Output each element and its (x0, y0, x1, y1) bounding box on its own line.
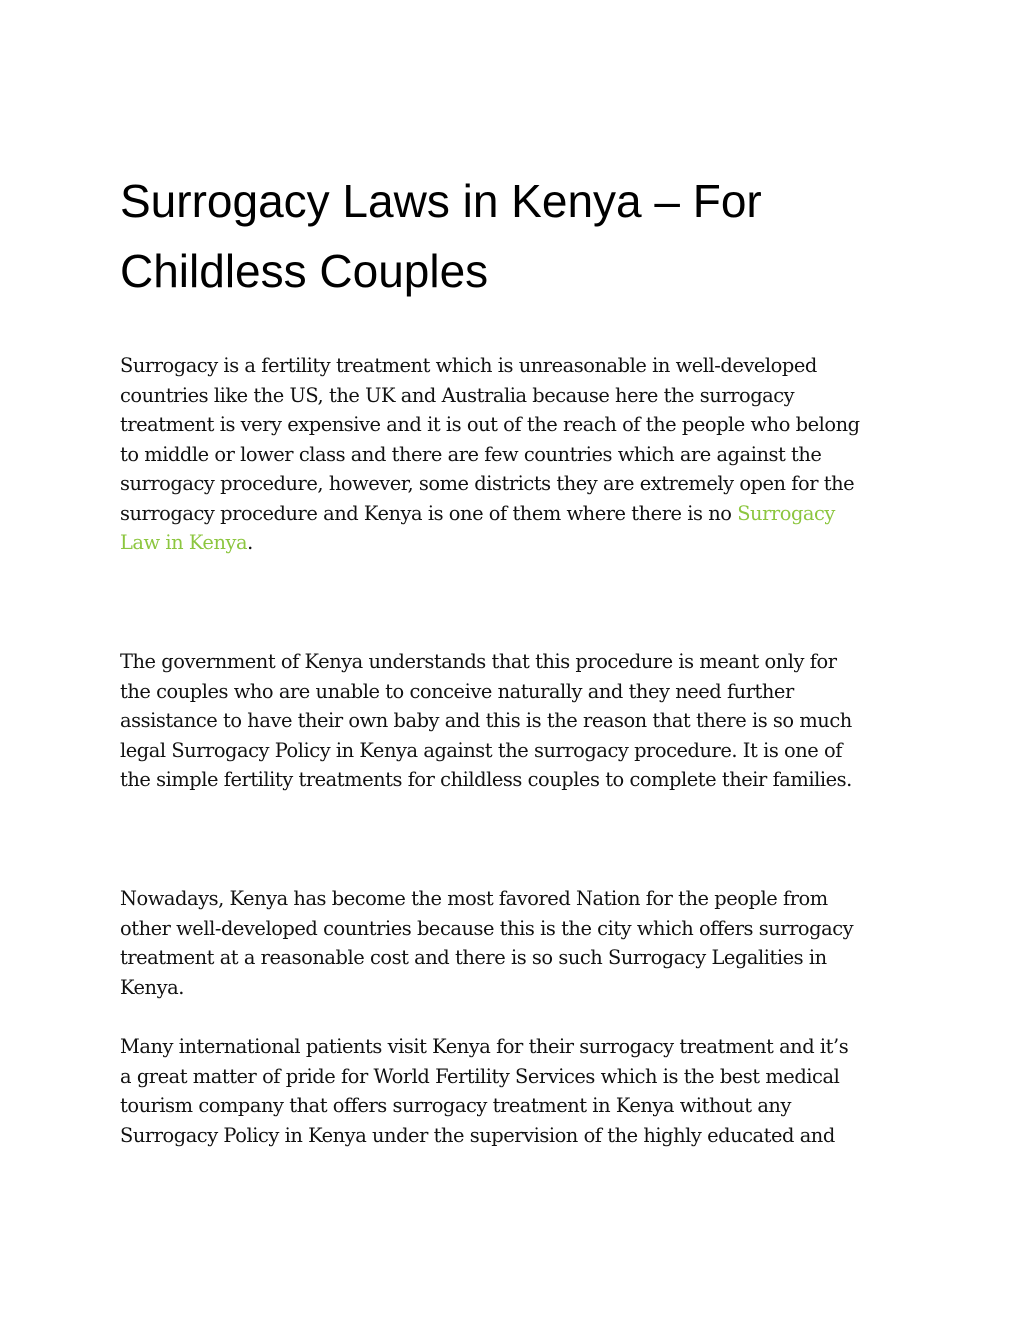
text-line: Surrogacy Policy in Kenya under the supervision of the highly educated and (120, 1123, 835, 1147)
text-line: treatment at a reasonable cost and there is so such Surrogacy Legalities in (120, 946, 827, 969)
text-line: the simple fertility treatments for childless couples to complete their families. (120, 768, 852, 791)
text-line: tourism company that offers surrogacy treatment in Kenya without any (120, 1094, 791, 1117)
text-line: a great matter of pride for World Fertility Services which is the best medical (120, 1064, 840, 1088)
surrogacy-law-link-part-1[interactable]: Surrogacy (737, 501, 835, 525)
text-line: Kenya. (120, 975, 184, 999)
text-line: surrogacy procedure, however, some districts they are extremely open for the (120, 472, 855, 495)
text-line: other well-developed countries because this is the city which offers surrogacy (120, 916, 854, 940)
text-line: treatment is very expensive and it is out of the reach of the people who belong (120, 413, 860, 436)
title-line: Childless Couples (120, 245, 489, 297)
text-line: to middle or lower class and there are few countries which are against the (120, 442, 822, 466)
paragraph-government (120, 647, 910, 795)
page-title (120, 166, 900, 306)
text-segment: . (247, 531, 253, 554)
paragraph-nowadays (120, 884, 910, 1002)
text-line: The government of Kenya understands that this procedure is meant only for (120, 650, 837, 673)
text-line: the couples who are unable to conceive naturally and they need further (120, 679, 794, 703)
text-line: Many international patients visit Kenya for their surrogacy treatment and it’s (120, 1035, 849, 1058)
text-line (120, 528, 910, 558)
text-segment: surrogacy procedure and Kenya is one of them where there is no (120, 501, 738, 525)
text-line (120, 499, 910, 529)
text-line: assistance to have their own baby and this is the reason that there is so much (120, 709, 852, 732)
text-line: Nowadays, Kenya has become the most favored Nation for the people from (120, 887, 828, 910)
paragraph-intro (120, 351, 910, 558)
title-line: Surrogacy Laws in Kenya – For (120, 175, 762, 227)
text-line: Surrogacy is a fertility treatment which is unreasonable in well-developed (120, 354, 817, 377)
surrogacy-law-link-part-2[interactable]: Law in Kenya (120, 531, 248, 554)
paragraph-international-patients (120, 1032, 910, 1150)
text-line: legal Surrogacy Policy in Kenya against the surrogacy procedure. It is one of (120, 738, 842, 762)
text-line: countries like the US, the UK and Australia because here the surrogacy (120, 383, 795, 407)
